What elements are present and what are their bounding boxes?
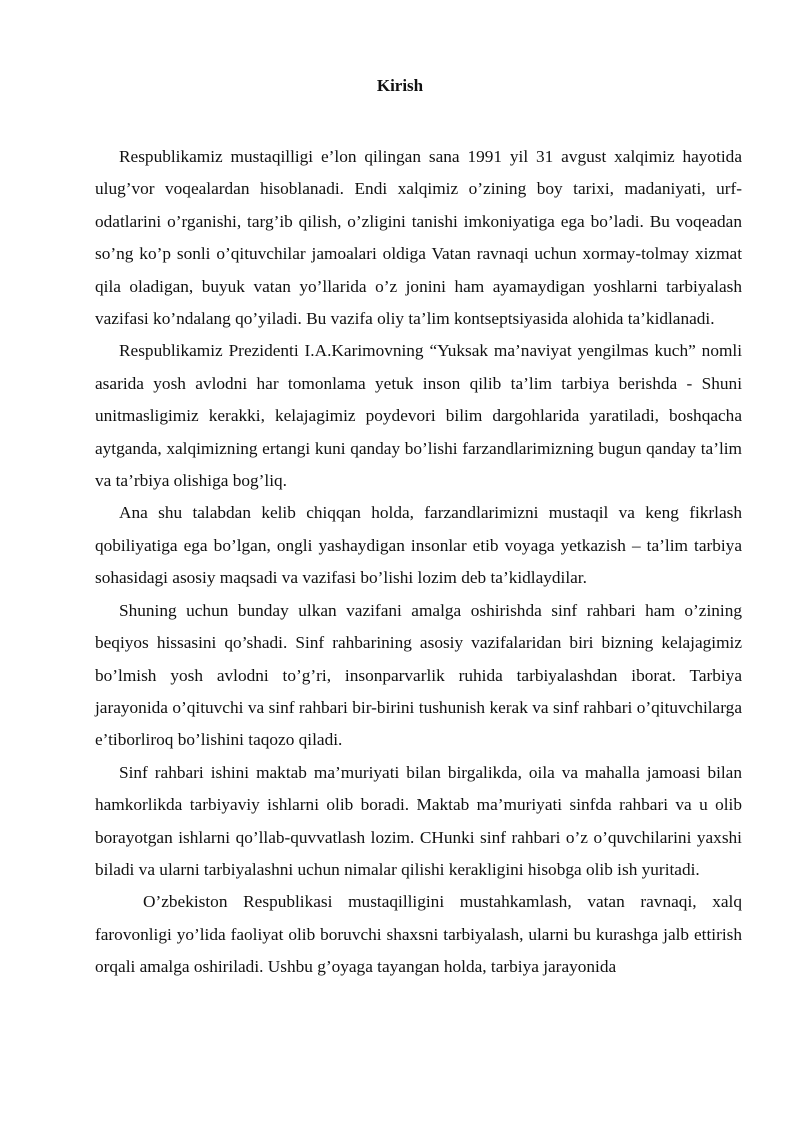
paragraph: Respublikamiz mustaqilligi e’lon qilingan sana 1991 yil 31 avgust xalqimiz hayotida ulug’vor voqealardan hisoblanadi. Endi xalqimiz o’zining boy tarixi, madaniyati, urf-odatlarini o’rganishi, targ’ib qilish, o’zligini tanishi imkoniyatiga ega bo’ladi. Bu voqeadan so’ng ko’p sonli o’qituvchilar jamoalari oldiga Vatan ravnaqi uchun xormay-tolmay xizmat qila oladigan, buyuk vatan yo’llarida o’z jonini ham ayamaydigan yoshlarni tarbiyalash vazifasi ko’ndalang qo’yiladi. Bu vazifa oliy ta’lim kontseptsiyasida alohida ta’kidlanadi. (95, 147, 742, 329)
paragraph: Ana shu talabdan kelib chiqqan holda, farzandlarimizni mustaqil va keng fikrlash qobiliyatiga ega bo’lgan, ongli yashaydigan insonlar etib voyaga yetkazish – ta’lim tarbiya sohasidagi asosiy maqsadi va vazifasi bo’lishi lozim deb ta’kidlaydilar. (95, 503, 742, 588)
page-title: Kirish (376, 76, 424, 95)
paragraph: Shuning uchun bunday ulkan vazifani amalga oshirishda sinf rahbari ham o’zining beqiyos hissasini qo’shadi. Sinf rahbarining asosiy vazifalaridan biri bizning kelajagimiz bo’lmish yosh avlodni to’g’ri, insonparvarlik ruhida tarbiyalashdan iborat. Tarbiya jarayonida o’qituvchi va sinf rahbari bir-birini tushunish kerak va sinf rahbari o’qituvchilarga e’tiborliroq bo’lishini taqozo qiladi. (95, 600, 742, 750)
paragraph: Respublikamiz Prezidenti I.A.Karimovning “Yuksak ma’naviyat yengilmas kuch” nomli asarida yosh avlodni har tomonlama yetuk inson qilib ta’lim tarbiya berishda - Shuni unitmasligimiz kerakki, kelajagimiz poydevori bilim dargohlarida yaratiladi, boshqacha aytganda, xalqimizning ertangi kuni qanday bo’lishi farzandlarimizning bugun qanday ta’lim va ta’rbiya olishiga bog’liq. (95, 341, 742, 491)
paragraph: Sinf rahbari ishini maktab ma’muriyati bilan birgalikda, oila va mahalla jamoasi bilan hamkorlikda tarbiyaviy ishlarni olib boradi. Maktab ma’muriyati sinfda rahbari va u olib borayotgan ishlarni qo’llab-quvvatlash lozim. CHunki sinf rahbari o’z o’quvchilarini yaxshi biladi va ularni tarbiyalashni uchun nimalar qilishi kerakligini hisobga olib ish yuritadi. (95, 762, 742, 879)
paragraph: O’zbekiston Respublikasi mustaqilligini mustahkamlash, vatan ravnaqi, xalq farovonligi yo’lida faoliyat olib boruvchi shaxsni tarbiyalash, ularni bu kurashga jalb ettirish orqali amalga oshiriladi. Ushbu g’oyaga tayangan holda, tarbiya jarayonida (95, 892, 742, 977)
document-body (95, 141, 742, 984)
